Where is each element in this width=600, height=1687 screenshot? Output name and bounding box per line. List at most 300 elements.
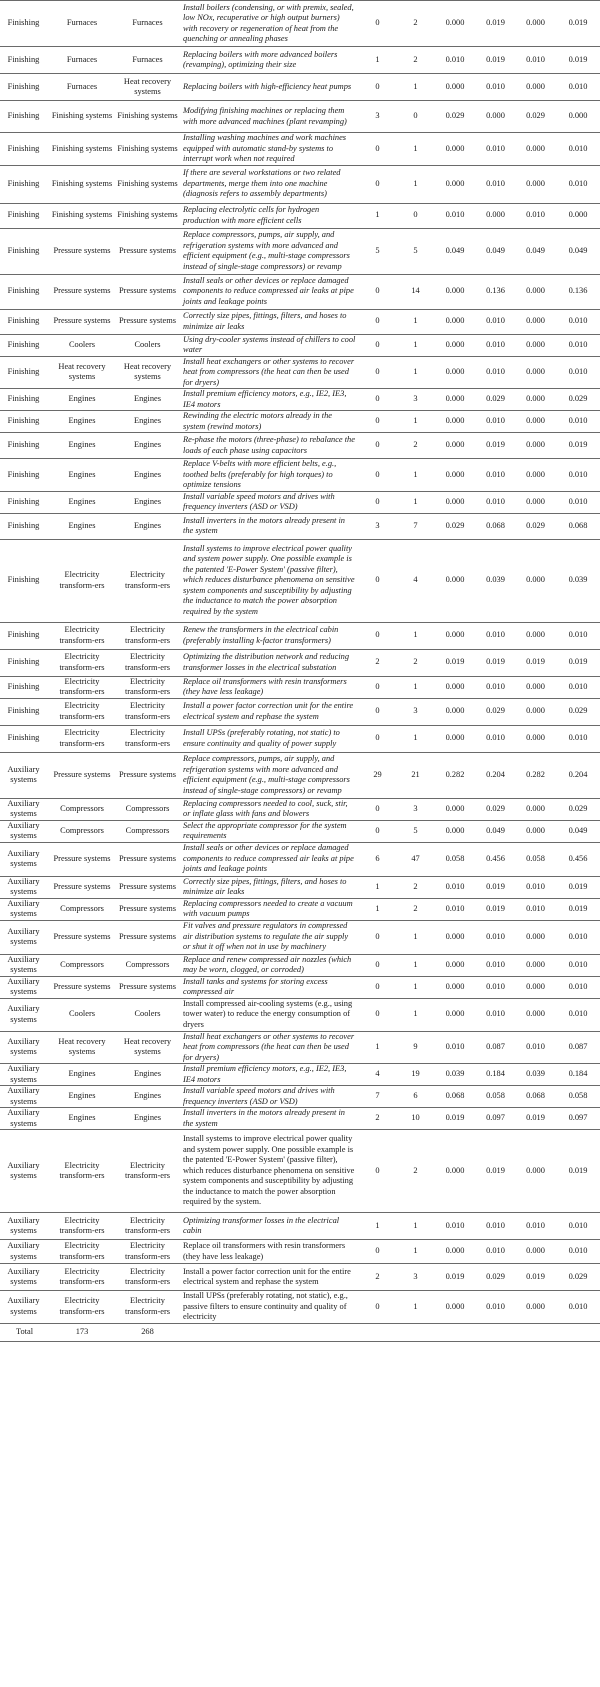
cell-value-3: 0.039 xyxy=(445,1069,465,1079)
cell-value-2: 6 xyxy=(413,1091,418,1101)
cell-value-1: 1 xyxy=(375,210,380,220)
cell-value-4: 0.010 xyxy=(486,367,505,376)
cell-value-4: 0.019 xyxy=(486,657,505,667)
cell-value-3: 0.049 xyxy=(445,245,465,255)
cell-value-2: 14 xyxy=(411,286,420,296)
cell-value-3: 0.000 xyxy=(445,931,465,941)
cell-value-3: 0.000 xyxy=(445,81,465,91)
cell-value-5: 0.010 xyxy=(526,881,545,891)
cell-value-1: 0 xyxy=(375,18,380,28)
cell-value-5: 0.000 xyxy=(526,316,545,326)
cell-type: Electricity transform-ers xyxy=(59,1215,105,1235)
cell-value-5: 0.000 xyxy=(526,286,545,296)
table-row xyxy=(0,228,600,274)
cell-type: Engines xyxy=(68,1113,96,1123)
cell-measure: Replace oil transformers with resin transformers (they have less leakage) xyxy=(183,1241,346,1261)
cell-value-3: 0.000 xyxy=(445,681,465,691)
cell-value-2: 3 xyxy=(413,803,418,813)
cell-type: Pressure systems xyxy=(53,931,111,941)
cell-measure: Correctly size pipes, fittings, filters, and hoses to minimize air leaks xyxy=(183,311,347,331)
cell-value-4: 0.010 xyxy=(486,931,505,941)
table-row xyxy=(0,74,600,101)
cell-system: Electricity transform-ers xyxy=(124,728,171,748)
cell-value-2: 2 xyxy=(413,54,418,64)
cell-value-6: 0.019 xyxy=(568,881,588,891)
cell-value-3: 0.000 xyxy=(445,575,465,585)
cell-type: Engines xyxy=(68,394,96,404)
cell-type: Finishing systems xyxy=(51,210,113,220)
table-row xyxy=(0,842,600,876)
cell-type: Pressure systems xyxy=(53,853,111,863)
cell-value-2: 4 xyxy=(413,575,418,585)
cell-measure: Install premium efficiency motors, e.g., IE2, IE3, IE4 motors xyxy=(183,1064,347,1084)
total-row xyxy=(0,1323,600,1341)
cell-value-2: 1 xyxy=(413,178,418,188)
cell-measure: Replace compressors, pumps, air supply, and refrigeration systems with more advanced and efficient equipment (e.g., multi-stage compressors instead of single-stage compressors) or revamp xyxy=(183,230,350,271)
cell-value-5: 0.282 xyxy=(526,769,545,779)
cell-value-6: 0.010 xyxy=(568,178,588,188)
cell-value-2: 2 xyxy=(413,440,418,450)
cell-area: Finishing xyxy=(7,440,40,450)
cell-value-5: 0.000 xyxy=(526,1246,545,1256)
cell-value-1: 1 xyxy=(375,881,380,891)
cell-value-2: 1 xyxy=(413,469,418,479)
cell-value-5: 0.000 xyxy=(526,394,545,404)
cell-value-3: 0.019 xyxy=(445,657,465,667)
cell-value-6: 0.000 xyxy=(568,111,588,121)
cell-value-1: 3 xyxy=(375,520,380,530)
cell-value-6: 0.019 xyxy=(568,657,588,667)
cell-value-4: 0.049 xyxy=(486,245,505,255)
cell-value-5: 0.019 xyxy=(526,1271,545,1281)
cell-value-1: 0 xyxy=(375,630,380,640)
cell-type: Electricity transform-ers xyxy=(59,1241,105,1261)
table-row xyxy=(0,133,600,166)
cell-system: Finishing systems xyxy=(117,111,178,121)
cell-system: Electricity transform-ers xyxy=(124,652,171,672)
cell-value-2: 5 xyxy=(413,825,418,835)
cell-value-4: 0.058 xyxy=(486,1091,505,1101)
cell-value-6: 0.136 xyxy=(568,286,588,296)
cell-measure: Replace V-belts with more efficient belts, e.g., toothed belts (preferably for high torques) to optimize tensions xyxy=(183,459,337,489)
cell-measure: Install boilers (condensing, or with premix, sealed, low NOx, recuperative or high output burners) with recovery or regeneration of heat from the quenching or annealing phases xyxy=(183,2,354,43)
cell-value-4: 0.010 xyxy=(486,1301,505,1311)
cell-type: Compressors xyxy=(60,959,104,969)
cell-value-2: 10 xyxy=(411,1113,420,1123)
cell-value-6: 0.019 xyxy=(568,1165,588,1175)
cell-type: Finishing systems xyxy=(51,111,113,121)
cell-type: Engines xyxy=(68,416,96,426)
cell-system: Engines xyxy=(134,440,161,450)
cell-value-6: 0.029 xyxy=(568,394,588,404)
cell-value-6: 0.010 xyxy=(568,339,588,349)
cell-value-1: 0 xyxy=(375,496,380,506)
table-row xyxy=(0,1291,600,1324)
cell-measure: Modifying finishing machines or replacing them with more advanced machines (plant revamping) xyxy=(183,106,347,126)
table-row xyxy=(0,274,600,309)
cell-measure: Replacing boilers with high-efficiency heat pumps xyxy=(183,81,352,91)
cell-value-5: 0.000 xyxy=(526,803,545,813)
cell-value-2: 1 xyxy=(413,339,418,349)
cell-value-5: 0.000 xyxy=(526,733,545,743)
cell-measure: Re-phase the motors (three-phase) to rebalance the loads of each phase using capacitors xyxy=(183,435,355,455)
cell-type: Engines xyxy=(68,469,96,479)
cell-type: Engines xyxy=(68,520,96,530)
cell-value-4: 0.204 xyxy=(486,769,505,779)
cell-system: Electricity transform-ers xyxy=(124,1160,171,1180)
cell-value-2: 1 xyxy=(413,1246,418,1256)
cell-system: Electricity transform-ers xyxy=(124,701,171,721)
cell-area: Finishing xyxy=(7,575,40,585)
cell-value-6: 0.010 xyxy=(568,143,588,153)
cell-value-6: 0.029 xyxy=(568,706,588,716)
cell-value-4: 0.010 xyxy=(486,681,505,691)
cell-value-3: 0.282 xyxy=(445,769,465,779)
cell-value-5: 0.000 xyxy=(526,981,545,991)
cell-value-2: 2 xyxy=(413,657,418,667)
cell-value-1: 0 xyxy=(375,339,380,349)
cell-area: Finishing xyxy=(7,706,40,716)
cell-value-6: 0.010 xyxy=(568,81,588,91)
cell-value-6: 0.029 xyxy=(568,1271,588,1281)
cell-value-6: 0.010 xyxy=(568,1220,588,1230)
table-row xyxy=(0,433,600,459)
cell-system: Pressure systems xyxy=(119,981,176,991)
cell-area: Finishing xyxy=(7,245,40,255)
cell-area: Finishing xyxy=(7,367,40,376)
cell-area: Finishing xyxy=(7,18,40,28)
table-row xyxy=(0,676,600,698)
cell-value-5: 0.019 xyxy=(526,1113,545,1123)
cell-measure: Install heat exchangers or other systems to recover heat from compressors (the heat can then be used for dryers) xyxy=(183,1031,355,1062)
cell-value-2: 1 xyxy=(413,1220,418,1230)
cell-value-1: 1 xyxy=(375,54,380,64)
cell-area: Finishing xyxy=(7,681,40,691)
table-row xyxy=(0,1,600,47)
cell-value-2: 1 xyxy=(413,1009,418,1019)
table-row xyxy=(0,798,600,820)
cell-area: Auxiliary systems xyxy=(7,1241,40,1261)
cell-value-1: 0 xyxy=(375,394,380,404)
cell-value-4: 0.019 xyxy=(486,903,505,913)
cell-value-1: 3 xyxy=(375,111,380,121)
cell-value-1: 0 xyxy=(375,959,380,969)
cell-value-6: 0.019 xyxy=(568,903,588,913)
total-empty-cell xyxy=(434,1323,476,1341)
cell-type: Compressors xyxy=(60,825,104,835)
cell-measure: Optimizing the distribution network and reducing transformer losses in the electrical substation xyxy=(183,652,350,672)
cell-area: Auxiliary systems xyxy=(7,1160,40,1180)
cell-system: Pressure systems xyxy=(119,903,176,913)
cell-value-2: 1 xyxy=(413,496,418,506)
cell-value-1: 7 xyxy=(375,1091,380,1101)
cell-value-5: 0.000 xyxy=(526,706,545,716)
cell-measure: Install seals or other devices or replace damaged components to reduce compressed air leaks at pipe joints and leakage points xyxy=(183,275,354,306)
cell-measure: Install a power factor correction unit for the entire electrical system and rephase the system xyxy=(183,701,354,721)
cell-value-4: 0.010 xyxy=(486,339,505,349)
cell-system: Engines xyxy=(134,394,161,404)
cell-system: Electricity transform-ers xyxy=(124,1266,171,1286)
total-empty-cell xyxy=(556,1323,600,1341)
cell-value-6: 0.010 xyxy=(568,416,588,426)
cell-value-5: 0.000 xyxy=(526,18,545,28)
cell-measure: Replace compressors, pumps, air supply, and refrigeration systems with more advanced and efficient equipment (e.g., multi-stage compressors instead of single-stage compressors) or revamp xyxy=(183,754,350,795)
cell-value-3: 0.000 xyxy=(445,959,465,969)
cell-area: Finishing xyxy=(7,733,40,743)
table-row xyxy=(0,820,600,842)
table-row xyxy=(0,1213,600,1240)
cell-value-2: 2 xyxy=(413,18,418,28)
cell-value-5: 0.000 xyxy=(526,681,545,691)
cell-value-6: 0.010 xyxy=(568,959,588,969)
cell-value-6: 0.068 xyxy=(568,520,588,530)
cell-value-3: 0.010 xyxy=(445,1042,465,1051)
cell-value-5: 0.010 xyxy=(526,903,545,913)
cell-area: Finishing xyxy=(7,81,40,91)
cell-value-4: 0.019 xyxy=(486,440,505,450)
cell-value-1: 0 xyxy=(375,1165,380,1175)
cell-system: Electricity transform-ers xyxy=(124,676,171,696)
cell-measure: Install systems to improve electrical power quality and system power supply. One possible example is the patented 'E-Power System' (passive filter), which reduces disturbance phenomena on sensitive system components and susceptibility by adjusting the inductance to match the power absorption required by the system xyxy=(183,543,355,616)
cell-value-4: 0.010 xyxy=(486,1220,505,1230)
cell-value-3: 0.010 xyxy=(445,1220,465,1230)
cell-value-6: 0.000 xyxy=(568,210,588,220)
table-row xyxy=(0,1086,600,1108)
cell-value-5: 0.029 xyxy=(526,520,545,530)
cell-measure: Install inverters in the motors already present in the system xyxy=(183,1108,345,1128)
cell-measure: Install variable speed motors and drives with frequency inverters (ASD or VSD) xyxy=(183,491,335,511)
cell-area: Auxiliary systems xyxy=(7,1108,40,1128)
cell-value-2: 0 xyxy=(413,210,418,220)
cell-value-1: 0 xyxy=(375,1009,380,1019)
cell-type: Pressure systems xyxy=(53,316,111,326)
cell-value-2: 1 xyxy=(413,1301,418,1311)
cell-measure: Replacing compressors needed to cool, suck, stir, or inflate glass with fans and blowers xyxy=(183,798,348,818)
cell-value-4: 0.010 xyxy=(486,143,505,153)
cell-area: Finishing xyxy=(7,143,40,153)
cell-area: Auxiliary systems xyxy=(7,1086,40,1106)
cell-area: Finishing xyxy=(7,394,40,404)
cell-system: Coolers xyxy=(134,339,161,349)
cell-value-6: 0.039 xyxy=(568,575,588,585)
cell-type: Electricity transform-ers xyxy=(59,1296,105,1316)
cell-value-2: 19 xyxy=(411,1069,420,1079)
cell-value-3: 0.000 xyxy=(445,803,465,813)
table-row xyxy=(0,1108,600,1130)
cell-value-3: 0.000 xyxy=(445,440,465,450)
cell-value-4: 0.010 xyxy=(486,469,505,479)
cell-value-4: 0.010 xyxy=(486,1009,505,1019)
cell-value-4: 0.049 xyxy=(486,825,505,835)
cell-area: Auxiliary systems xyxy=(7,898,40,918)
cell-value-1: 6 xyxy=(375,853,380,863)
cell-measure: Install variable speed motors and drives with frequency inverters (ASD or VSD) xyxy=(183,1086,335,1106)
table-row xyxy=(0,1064,600,1086)
cell-system: Coolers xyxy=(134,1009,161,1019)
cell-value-3: 0.000 xyxy=(445,18,465,28)
cell-value-2: 3 xyxy=(413,394,418,404)
cell-measure: Install heat exchangers or other systems to recover heat from compressors (the heat can then be used for dryers) xyxy=(183,356,355,387)
cell-value-1: 29 xyxy=(373,769,382,779)
cell-value-5: 0.000 xyxy=(526,931,545,941)
cell-value-2: 2 xyxy=(413,1165,418,1175)
cell-value-4: 0.010 xyxy=(486,959,505,969)
cell-value-2: 3 xyxy=(413,1271,418,1281)
cell-value-3: 0.000 xyxy=(445,469,465,479)
table-row xyxy=(0,976,600,998)
cell-value-3: 0.000 xyxy=(445,1009,465,1019)
total-empty-cell xyxy=(180,1323,358,1341)
cell-value-1: 1 xyxy=(375,1220,380,1230)
cell-value-4: 0.019 xyxy=(486,54,505,64)
cell-value-2: 1 xyxy=(413,981,418,991)
cell-value-5: 0.000 xyxy=(526,81,545,91)
table-row xyxy=(0,165,600,203)
table-row xyxy=(0,491,600,513)
cell-value-4: 0.000 xyxy=(486,210,505,220)
cell-type: Pressure systems xyxy=(53,769,111,779)
cell-value-2: 1 xyxy=(413,81,418,91)
cell-value-2: 1 xyxy=(413,416,418,426)
table-row xyxy=(0,411,600,433)
cell-value-4: 0.010 xyxy=(486,416,505,426)
cell-value-1: 4 xyxy=(375,1069,380,1079)
cell-system: Engines xyxy=(134,416,161,426)
cell-value-4: 0.019 xyxy=(486,881,505,891)
cell-system: Furnaces xyxy=(132,54,163,64)
cell-type: Engines xyxy=(68,1091,96,1101)
cell-value-1: 0 xyxy=(375,469,380,479)
cell-type: Furnaces xyxy=(66,18,98,28)
cell-value-5: 0.000 xyxy=(526,959,545,969)
cell-value-1: 0 xyxy=(375,440,380,450)
cell-area: Auxiliary systems xyxy=(7,976,40,996)
cell-system: Compressors xyxy=(125,959,170,969)
cell-value-2: 9 xyxy=(413,1042,418,1051)
cell-value-4: 0.010 xyxy=(486,630,505,640)
cell-value-4: 0.456 xyxy=(486,853,505,863)
cell-value-5: 0.000 xyxy=(526,1165,545,1175)
cell-type: Pressure systems xyxy=(53,881,111,891)
cell-value-2: 1 xyxy=(413,367,418,376)
cell-value-3: 0.010 xyxy=(445,881,465,891)
cell-value-3: 0.019 xyxy=(445,1271,465,1281)
cell-value-5: 0.029 xyxy=(526,111,545,121)
cell-value-4: 0.029 xyxy=(486,706,505,716)
cell-value-3: 0.010 xyxy=(445,903,465,913)
cell-type: Heat recovery systems xyxy=(58,361,106,382)
cell-value-4: 0.010 xyxy=(486,981,505,991)
cell-value-6: 0.010 xyxy=(568,496,588,506)
table-row xyxy=(0,649,600,676)
cell-value-1: 0 xyxy=(375,416,380,426)
cell-type: Electricity transform-ers xyxy=(59,1160,105,1180)
cell-value-3: 0.000 xyxy=(445,496,465,506)
cell-measure: Rewinding the electric motors already in the system (rewind motors) xyxy=(183,411,333,431)
cell-value-5: 0.000 xyxy=(526,416,545,426)
cell-area: Finishing xyxy=(7,210,40,220)
cell-area: Auxiliary systems xyxy=(7,876,40,896)
cell-system: Compressors xyxy=(125,825,170,835)
table-row xyxy=(0,954,600,976)
cell-value-6: 0.204 xyxy=(568,769,588,779)
cell-value-5: 0.000 xyxy=(526,825,545,835)
cell-value-2: 1 xyxy=(413,733,418,743)
cell-value-4: 0.000 xyxy=(486,111,505,121)
cell-value-3: 0.019 xyxy=(445,1113,465,1123)
cell-value-1: 0 xyxy=(375,575,380,585)
cell-value-1: 0 xyxy=(375,178,380,188)
table-row xyxy=(0,334,600,356)
cell-area: Auxiliary systems xyxy=(7,764,40,784)
table-row xyxy=(0,1264,600,1291)
cell-value-1: 0 xyxy=(375,286,380,296)
cell-system: Pressure systems xyxy=(119,931,176,941)
cell-type: Engines xyxy=(68,440,96,450)
cell-value-6: 0.010 xyxy=(568,1246,588,1256)
cell-value-4: 0.010 xyxy=(486,496,505,506)
cell-value-6: 0.049 xyxy=(568,245,588,255)
cell-value-6: 0.184 xyxy=(568,1069,588,1079)
cell-value-6: 0.010 xyxy=(568,733,588,743)
cell-value-1: 2 xyxy=(375,1113,380,1123)
total-label: Total xyxy=(15,1326,34,1336)
cell-type: Electricity transform-ers xyxy=(59,1266,105,1286)
cell-area: Finishing xyxy=(7,54,40,64)
cell-measure: Install UPSs (preferably rotating, not static), e.g., passive filters to ensure continuity and quality of electricity xyxy=(183,1291,348,1321)
cell-value-4: 0.097 xyxy=(486,1113,505,1123)
cell-value-4: 0.029 xyxy=(486,803,505,813)
cell-area: Auxiliary systems xyxy=(7,954,40,974)
cell-measure: Installing washing machines and work machines equipped with automatic stand-by systems to interrupt work when not required xyxy=(183,133,347,163)
cell-value-2: 21 xyxy=(411,769,420,779)
cell-area: Finishing xyxy=(7,339,40,349)
cell-measure: Install systems to improve electrical power quality and system power supply. One possible example is the patented 'E-Power System' (passive filter), which reduces disturbance phenomena on sensitive system components and susceptibility by adjusting the inductance to match the power absorption required by the system. xyxy=(183,1134,355,1207)
cell-value-3: 0.000 xyxy=(445,706,465,716)
table-row xyxy=(0,752,600,798)
cell-type: Coolers xyxy=(68,1009,96,1019)
cell-value-5: 0.000 xyxy=(526,496,545,506)
cell-value-2: 1 xyxy=(413,959,418,969)
cell-value-1: 0 xyxy=(375,981,380,991)
cell-value-2: 1 xyxy=(413,316,418,326)
total-col3: 268 xyxy=(141,1326,154,1336)
cell-system: Heat recovery systems xyxy=(123,361,172,382)
cell-measure: Correctly size pipes, fittings, filters, and hoses to minimize air leaks xyxy=(183,876,347,896)
cell-value-4: 0.029 xyxy=(486,394,505,404)
cell-value-1: 0 xyxy=(375,931,380,941)
cell-system: Electricity transform-ers xyxy=(124,1215,171,1235)
cell-value-6: 0.010 xyxy=(568,681,588,691)
cell-value-1: 2 xyxy=(375,657,380,667)
cell-value-5: 0.000 xyxy=(526,440,545,450)
cell-value-3: 0.029 xyxy=(445,111,465,121)
cell-area: Auxiliary systems xyxy=(7,1215,40,1235)
cell-type: Finishing systems xyxy=(51,178,113,188)
cell-area: Finishing xyxy=(7,111,40,121)
cell-value-1: 0 xyxy=(375,81,380,91)
cell-value-3: 0.000 xyxy=(445,286,465,296)
cell-value-1: 0 xyxy=(375,681,380,691)
table-body xyxy=(0,1,600,1342)
cell-value-2: 1 xyxy=(413,630,418,640)
cell-system: Engines xyxy=(134,1113,161,1123)
cell-system: Pressure systems xyxy=(119,853,176,863)
cell-measure: Install seals or other devices or replace damaged components to reduce compressed air leaks at pipe joints and leakage points xyxy=(183,843,354,874)
cell-value-5: 0.049 xyxy=(526,245,545,255)
cell-measure: Install inverters in the motors already present in the system xyxy=(183,515,345,535)
cell-area: Finishing xyxy=(7,286,40,296)
